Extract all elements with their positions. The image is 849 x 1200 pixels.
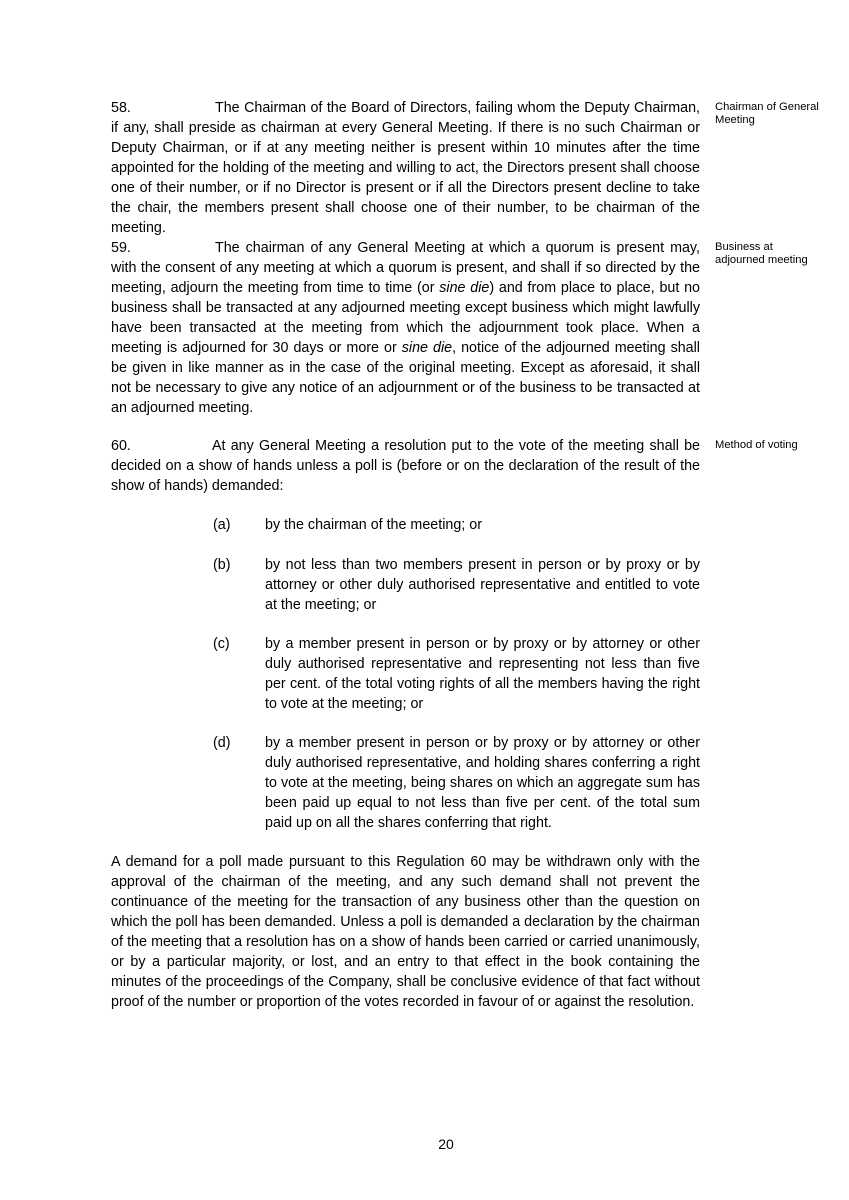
- regulation-60: [111, 436, 700, 496]
- item-label: (a): [213, 517, 231, 533]
- list-item-b: [213, 555, 700, 615]
- regulation-text: The Chairman of the Board of Directors, failing whom the Deputy Chairman, if any, shall preside as chairman at every General Meeting. If there is no such Chairman or Deputy Chairman, or if at any meeting neither is present within 10 minutes after the time appointed for the holding of the meeting and willing to act, the Directors present shall choose one of their number, or if no Director is present or if all the Directors present decline to take the chair, the members present shall choose one of their number, to be chairman of the meeting.: [111, 100, 700, 236]
- item-text: by a member present in person or by proxy or by attorney or other duly authorised representative and representing not less than five per cent. of the total voting rights of all the members having the right to vote at the meeting; or: [265, 636, 700, 712]
- regulation-number: 58.: [111, 100, 131, 116]
- regulation-text-italic: sine die: [439, 280, 490, 296]
- item-text: by a member present in person or by proxy or by attorney or other duly authorised representative, and holding shares conferring a right to vote at the meeting, being shares on which an aggregate sum has been paid up equal to not less than five per cent. of the total sum paid up on all the shares conferring that right.: [265, 735, 700, 831]
- margin-note-voting: Method of voting: [715, 439, 798, 451]
- margin-note-business: Business at adjourned meeting: [715, 241, 808, 266]
- list-item-a: [213, 515, 700, 535]
- margin-note-chairman: Chairman of General Meeting: [715, 101, 819, 126]
- item-label: (d): [213, 735, 231, 751]
- page-number: 20: [438, 1136, 454, 1152]
- item-label: (b): [213, 557, 231, 573]
- regulation-text-part: , notice of the adjourned meeting shall be given in like manner as in the case of the original meeting. Except as aforesaid, it shall not be necessary to give any notice of an adjournment or of the business to be transacted at an adjourned meeting.: [111, 340, 700, 416]
- item-text: by the chairman of the meeting; or: [265, 517, 482, 533]
- list-item-d: [213, 733, 700, 833]
- regulation-58: [111, 98, 700, 238]
- regulation-60-closing: A demand for a poll made pursuant to this Regulation 60 may be withdrawn only with the approval of the chairman of the meeting, and any such demand shall not prevent the continuance of the meeting for the transaction of any business other than the question on which the poll has been demanded. Unless a poll is demanded a declaration by the chairman of the meeting that a resolution has on a show of hands been carried or carried unanimously, or by a particular majority, or lost, and an entry to that effect in the book containing the minutes of the proceedings of the Company, shall be conclusive evidence of that fact without proof of the number or proportion of the votes recorded in favour of or against the resolution.: [111, 854, 700, 1010]
- regulation-text-italic: sine die: [401, 340, 453, 356]
- regulation-59: [111, 238, 700, 418]
- regulation-text-part: The chairman of any General Meeting at which a quorum is present may, with the consent of any meeting at which a quorum is present, and shall if so directed by the meeting, adjourn the meeting from time to time (or: [111, 240, 700, 296]
- regulation-number: 59.: [111, 240, 131, 256]
- regulation-text: At any General Meeting a resolution put to the vote of the meeting shall be decided on a show of hands unless a poll is (before or on the declaration of the result of the show of hands) demanded:: [111, 438, 700, 494]
- item-text: by not less than two members present in person or by proxy or by attorney or other duly authorised representative and entitled to vote at the meeting; or: [265, 557, 700, 613]
- regulation-number: 60.: [111, 438, 131, 454]
- regulation-text-part: ) and from place to place, but no business shall be transacted at any adjourned meeting except business which might lawfully have been transacted at the meeting from which the adjournment took place. When a meeting is adjourned for 30 days or more or: [111, 280, 701, 356]
- item-label: (c): [213, 636, 230, 652]
- list-item-c: [213, 634, 700, 714]
